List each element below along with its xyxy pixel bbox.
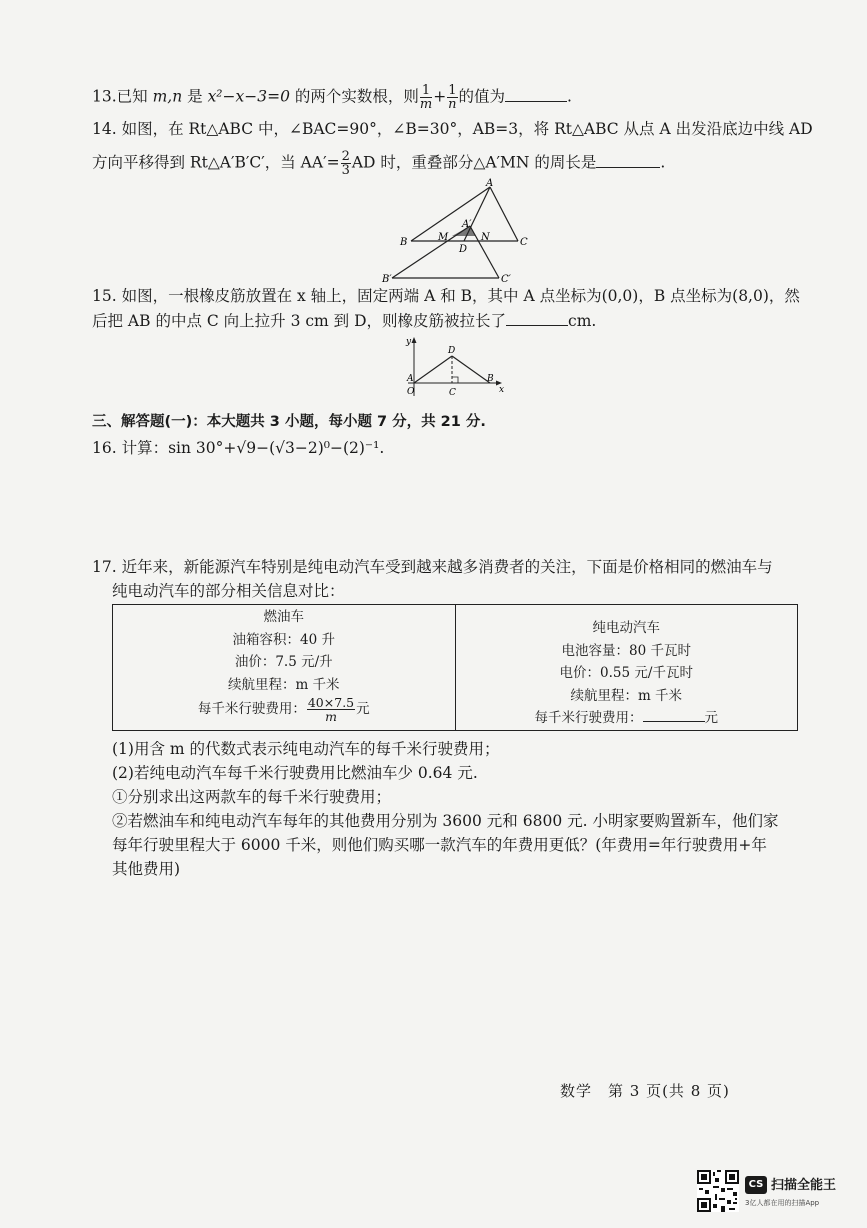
battery-capacity: 电池容量：80 千瓦时 bbox=[561, 642, 691, 659]
question-14-line-2: 方向平移得到 Rt△A′B′C′，当 AA′= $\frac{2}{3}$ AD 时，重叠部分△A′MN 的周长是 . bbox=[92, 149, 666, 178]
electric-car-cell bbox=[455, 605, 798, 731]
question-14-line-1: 14. 如图，在 Rt△ABC 中，∠BAC=90°，∠B=30°，AB=3，将 Rt△ABC 从点 A 出发沿底边中线 AD bbox=[92, 120, 813, 138]
label-y: y bbox=[406, 337, 412, 347]
fuel-tank-capacity: 油箱容积：40 升 bbox=[232, 631, 335, 648]
qr-code-icon bbox=[697, 1170, 739, 1212]
electric-cost-per-km: 每千米行驶费用： 元 bbox=[456, 707, 798, 730]
fuel-cost-per-km: 每千米行驶费用： $\frac{40\times 7.5}{m}$ 元 bbox=[197, 695, 370, 724]
fraction-2-over-3: $\frac{2}{3}$ bbox=[341, 149, 350, 178]
label-C: C bbox=[520, 237, 528, 248]
answer-blank-15[interactable] bbox=[506, 309, 568, 326]
label-M: M bbox=[438, 232, 449, 243]
triangle-translation-figure bbox=[380, 178, 540, 286]
label-C-prime: C′ bbox=[501, 274, 511, 285]
label-B: B bbox=[400, 237, 408, 248]
question-17-sub-2a: ①分别求出这两款车的每千米行驶费用； bbox=[112, 788, 392, 806]
question-17-sub-1: (1)用含 m 的代数式表示纯电动汽车的每千米行驶费用； bbox=[112, 740, 500, 758]
label-C: C bbox=[449, 388, 456, 398]
y-axis-arrow bbox=[412, 337, 417, 343]
right-angle-mark bbox=[452, 377, 458, 383]
page-footer: 数学 第 3 页(共 8 页) bbox=[560, 1082, 730, 1100]
electric-car-title: 纯电动汽车 bbox=[592, 620, 660, 636]
label-D: D bbox=[459, 244, 468, 255]
label-A: A bbox=[407, 374, 414, 384]
section-3-title: 三、解答题(一)：本大题共 3 小题，每小题 7 分，共 21 分. bbox=[92, 414, 486, 430]
scanner-tagline: 3亿人都在用的扫描App bbox=[745, 1199, 820, 1207]
answer-blank-electric-cost[interactable] bbox=[643, 707, 705, 722]
label-O: O bbox=[407, 387, 415, 397]
scanner-app-name: 扫描全能王 bbox=[771, 1178, 837, 1193]
fuel-price: 油价：7.5 元/升 bbox=[234, 654, 333, 670]
label-x: x bbox=[499, 385, 505, 395]
question-17-sub-2b-line-3: 其他费用) bbox=[112, 860, 181, 878]
question-17-line-2: 纯电动汽车的部分相关信息对比： bbox=[112, 582, 345, 600]
electric-car-range: 续航里程：m 千米 bbox=[570, 687, 683, 704]
question-16: 16. 计算：sin 30°+√9−(√3−2)⁰−(2)⁻¹. bbox=[92, 439, 385, 457]
comparison-table bbox=[112, 604, 798, 731]
question-17-line-1: 17. 近年来，新能源汽车特别是纯电动汽车受到越来越多消费者的关注，下面是价格相同的燃油车与 bbox=[92, 558, 773, 576]
label-A-prime: A′ bbox=[462, 219, 472, 230]
fuel-car-range: 续航里程：m 千米 bbox=[227, 676, 340, 693]
fuel-car-title: 燃油车 bbox=[263, 609, 304, 625]
segment-BA bbox=[411, 187, 490, 241]
question-17-sub-2b-line-2: 每年行驶里程大于 6000 千米，则他们购买哪一款汽车的年费用更低？(年费用=年行驶费用+年 bbox=[112, 836, 767, 854]
question-17-sub-2b-line-1: ②若燃油车和纯电动汽车每年的其他费用分别为 3600 元和 6800 元. 小明家要购置新车，他们家 bbox=[112, 812, 779, 830]
question-15-line-1: 15. 如图，一根橡皮筋放置在 x 轴上，固定两端 A 和 B，其中 A 点坐标为(0,0)，B 点坐标为(8,0)，然 bbox=[92, 287, 800, 305]
fraction-1-over-n: $\frac{1}{n}$ bbox=[448, 83, 457, 112]
label-N: N bbox=[481, 232, 490, 243]
fuel-car-cell bbox=[113, 605, 456, 731]
question-15-line-2: 后把 AB 的中点 C 向上拉升 3 cm 到 D，则橡皮筋被拉长了 cm. bbox=[92, 309, 596, 332]
rubber-band-figure bbox=[398, 336, 508, 400]
fuel-cost-fraction: $\frac{40\times 7.5}{m}$ bbox=[307, 695, 355, 724]
answer-blank-14[interactable] bbox=[596, 151, 660, 168]
question-13: 13.已知 m,n 是 x²−x−3=0 的两个实数根，则 $\frac{1}{m}$ + $\frac{1}{n}$ 的值为 . bbox=[92, 83, 572, 112]
electricity-price: 电价：0.55 元/千瓦时 bbox=[559, 665, 693, 681]
scanner-logo: CS bbox=[745, 1176, 767, 1194]
question-17-sub-2: (2)若纯电动汽车每千米行驶费用比燃油车少 0.64 元. bbox=[112, 764, 478, 782]
fraction-1-over-m: $\frac{1}{m}$ bbox=[419, 83, 433, 112]
segment-AC bbox=[490, 187, 518, 241]
label-D: D bbox=[448, 346, 456, 356]
answer-blank-13[interactable] bbox=[505, 85, 567, 102]
label-B: B bbox=[487, 374, 494, 384]
label-B-prime: B′ bbox=[382, 274, 392, 285]
label-A: A bbox=[486, 178, 494, 189]
segment-AD bbox=[414, 356, 452, 383]
